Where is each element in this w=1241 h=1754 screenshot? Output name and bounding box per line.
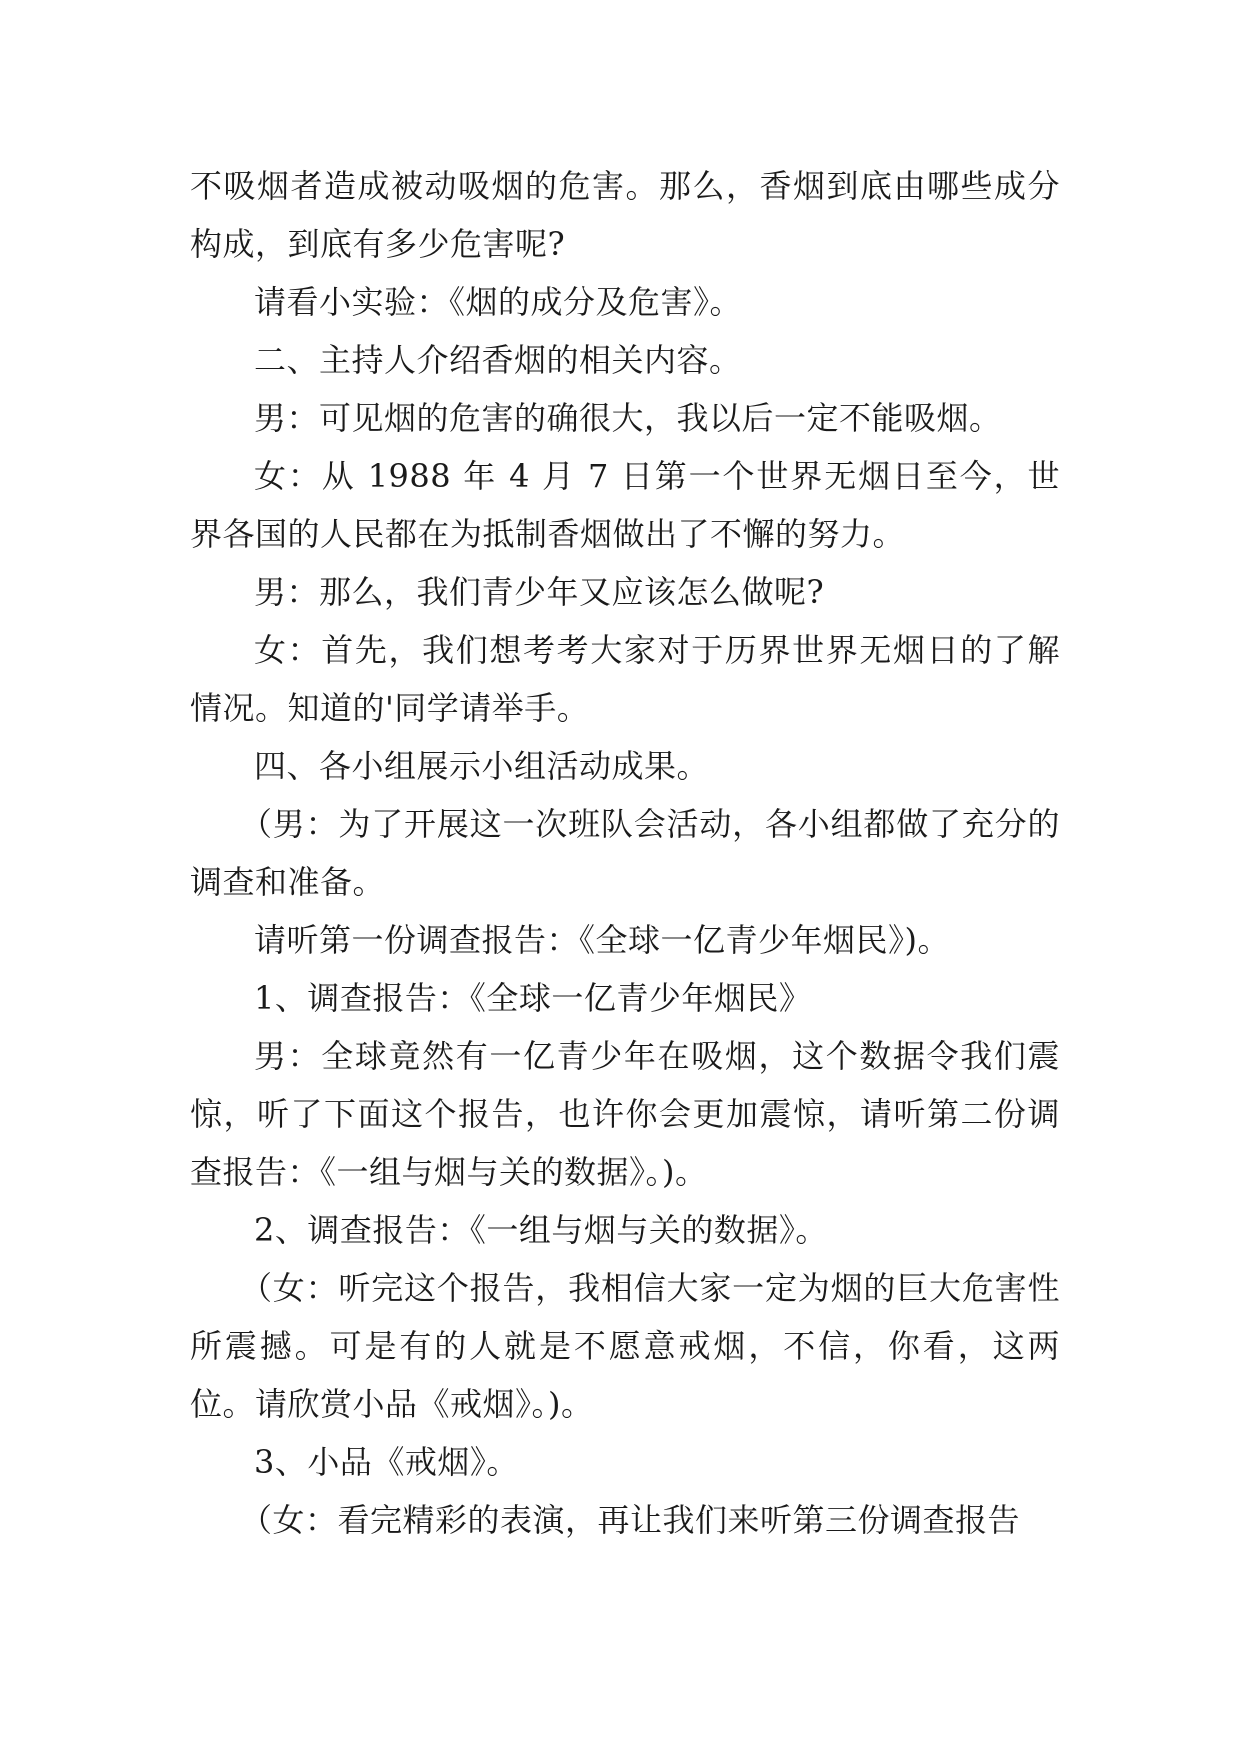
paragraph: 请看小实验：《烟的成分及危害》。 bbox=[254, 283, 743, 321]
paragraph: 不吸烟者造成被动吸烟的危害。那么，香烟到底由哪些成分构成，到底有多少危害呢? bbox=[190, 167, 1060, 263]
document-body bbox=[190, 157, 1060, 1549]
paragraph: 男：全球竟然有一亿青少年在吸烟，这个数据令我们震惊，听了下面这个报告，也许你会更加震惊，请听第二份调查报告：《一组与烟与关的数据》。)。 bbox=[190, 1037, 1060, 1191]
paragraph: 男：可见烟的危害的确很大，我以后一定不能吸烟。 bbox=[254, 399, 1002, 437]
paragraph: （女：听完这个报告，我相信大家一定为烟的巨大危害性所震撼。可是有的人就是不愿意戒烟，不信，你看，这两位。请欣赏小品《戒烟》。)。 bbox=[190, 1269, 1060, 1423]
paragraph: 二、主持人介绍香烟的相关内容。 bbox=[254, 341, 742, 379]
paragraph: （男：为了开展这一次班队会活动，各小组都做了充分的调查和准备。 bbox=[190, 805, 1060, 901]
paragraph: 男：那么，我们青少年又应该怎么做呢? bbox=[254, 573, 825, 611]
paragraph: （女：看完精彩的表演，再让我们来听第三份调查报告 bbox=[240, 1501, 1021, 1539]
paragraph: 女：从 1988 年 4 月 7 日第一个世界无烟日至今，世界各国的人民都在为抵制香烟做出了不懈的努力。 bbox=[190, 457, 1060, 553]
paragraph: 四、各小组展示小组活动成果。 bbox=[254, 747, 710, 785]
paragraph: 2、调查报告：《一组与烟与关的数据》。 bbox=[254, 1211, 828, 1249]
paragraph: 请听第一份调查报告：《全球一亿青少年烟民》)。 bbox=[254, 921, 950, 959]
paragraph: 女：首先，我们想考考大家对于历界世界无烟日的了解情况。知道的'同学请举手。 bbox=[190, 631, 1060, 727]
paragraph: 3、小品《戒烟》。 bbox=[254, 1443, 519, 1481]
paragraph: 1、调查报告：《全球一亿青少年烟民》 bbox=[254, 979, 812, 1017]
